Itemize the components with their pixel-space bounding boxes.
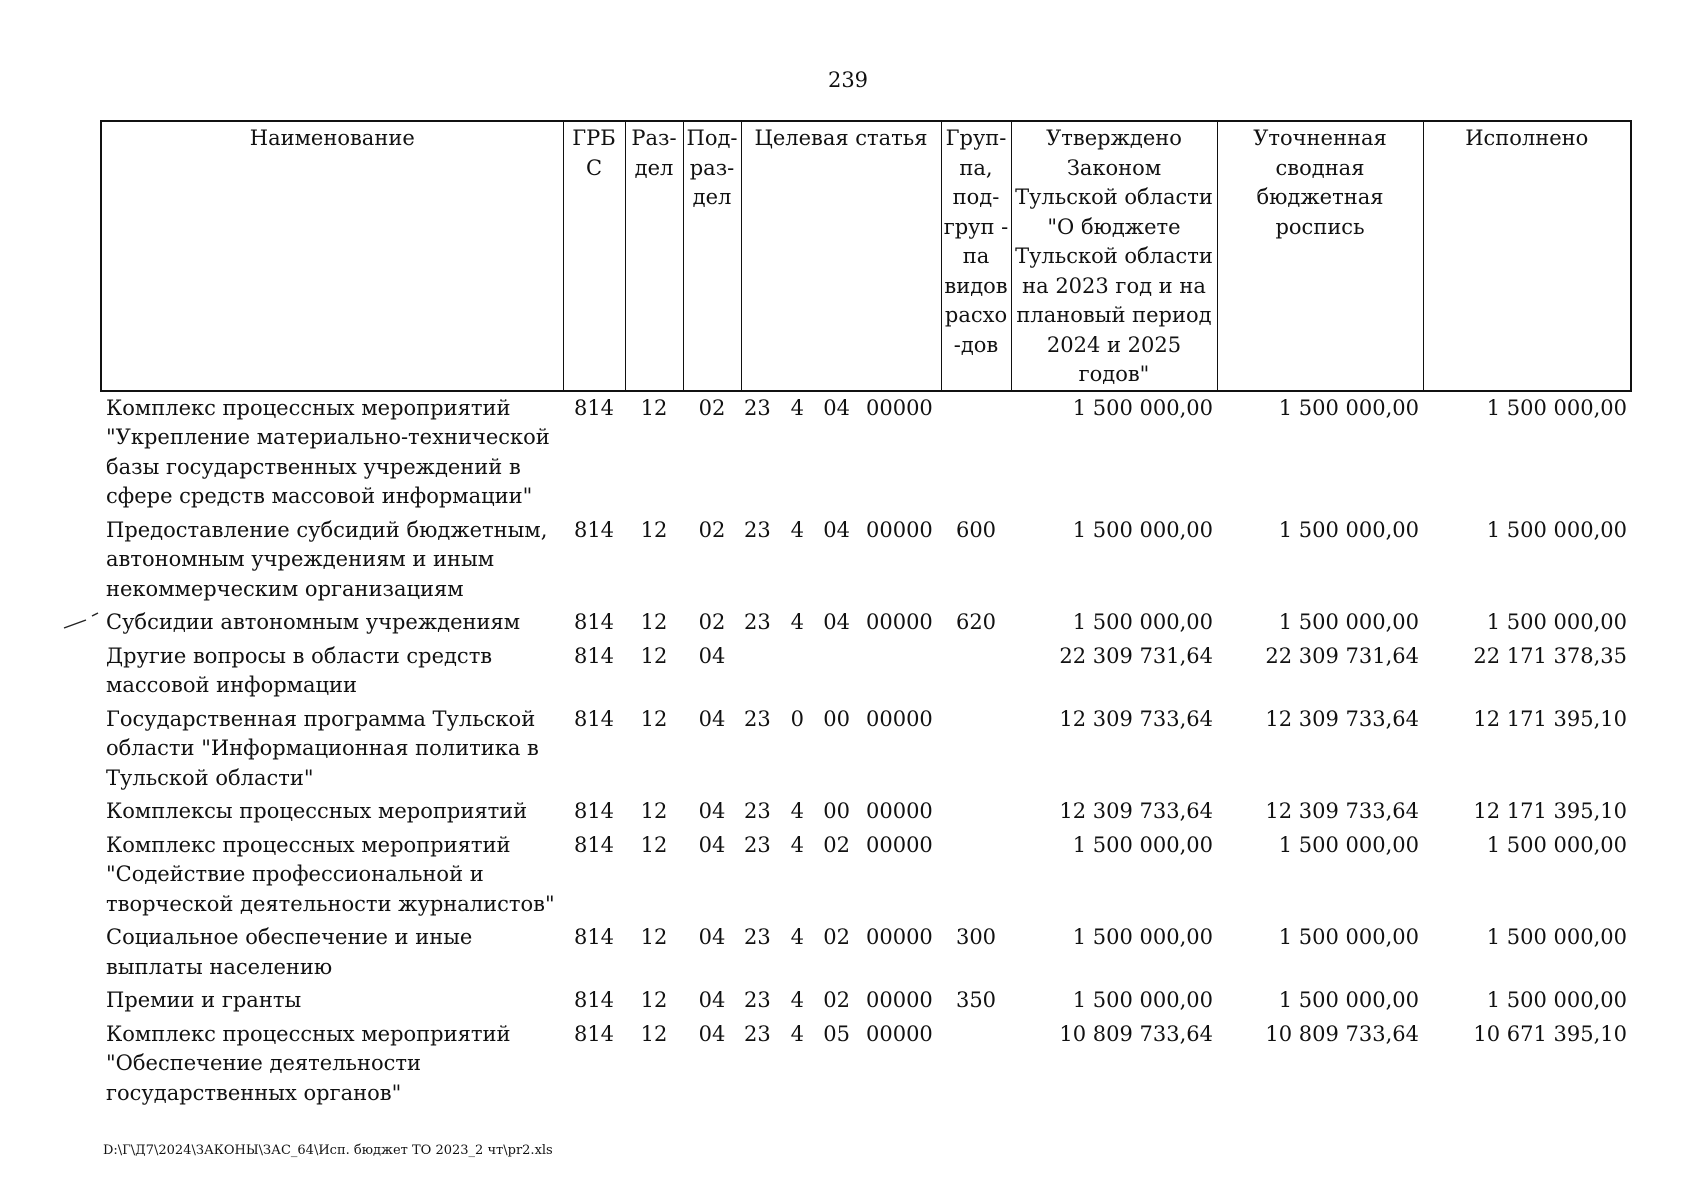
row-target-part: 23 <box>744 1021 771 1046</box>
row-subsection: 04 <box>698 832 726 857</box>
row-approved: 1 500 000,00 <box>1072 395 1213 420</box>
row-target-part: 04 <box>823 610 851 634</box>
row-approved: 12 309 733,64 <box>1059 799 1213 823</box>
table-body <box>101 391 1631 1111</box>
row-name: Премии и гранты <box>106 988 302 1012</box>
row-section: 12 <box>640 925 668 949</box>
row-target-part: 00 <box>823 706 851 731</box>
row-target-part: 00000 <box>865 517 933 542</box>
row-approved: 1 500 000,00 <box>1072 517 1213 542</box>
row-refined: 1 500 000,00 <box>1278 395 1419 420</box>
table-row <box>101 921 1631 984</box>
table-header <box>101 121 1631 391</box>
row-subsection: 02 <box>698 395 726 420</box>
row-target <box>741 795 941 829</box>
row-approved: 1 500 000,00 <box>1072 925 1213 949</box>
row-target-part: 4 <box>790 799 805 823</box>
row-target <box>741 606 941 640</box>
row-executed: 1 500 000,00 <box>1486 925 1627 949</box>
row-name: Комплекс процессных мероприятий "Содействие профессиональной и творческой деятельности журналистов" <box>106 832 555 916</box>
row-target-part: 4 <box>790 988 805 1012</box>
row-target-part: 23 <box>744 706 771 731</box>
row-section: 12 <box>640 832 668 857</box>
row-target-part: 04 <box>823 395 851 420</box>
row-group: 350 <box>955 988 997 1012</box>
row-target-part: 0 <box>790 706 805 731</box>
row-approved: 1 500 000,00 <box>1072 988 1213 1012</box>
row-group <box>941 640 1011 703</box>
footer-file-path: D:\Г\Д7\2024\ЗАКОНЫ\ЗАС_64\Исп. бюджет ТО 2023_2 чт\pr2.xls <box>103 1143 553 1158</box>
row-grbs: 814 <box>573 706 615 731</box>
row-group <box>941 795 1011 829</box>
row-approved: 1 500 000,00 <box>1072 832 1213 857</box>
row-group <box>941 829 1011 922</box>
row-target <box>741 921 941 984</box>
row-name: Другие вопросы в области средств массовой информации <box>106 643 493 697</box>
budget-table <box>100 120 1632 1110</box>
row-subsection: 04 <box>698 706 726 731</box>
header-subsection: Под-раз-дел <box>683 121 741 391</box>
row-name: Комплекс процессных мероприятий "Обеспечение деятельности государственных органов" <box>106 1021 511 1105</box>
row-section: 12 <box>640 988 668 1012</box>
row-executed: 1 500 000,00 <box>1486 610 1627 634</box>
row-section: 12 <box>640 395 668 420</box>
row-name: Комплексы процессных мероприятий <box>106 799 528 823</box>
row-refined: 1 500 000,00 <box>1278 988 1419 1012</box>
row-target-part: 4 <box>790 925 805 949</box>
table-row <box>101 984 1631 1018</box>
row-grbs: 814 <box>573 925 615 949</box>
row-target-part: 4 <box>790 517 805 542</box>
row-group <box>941 703 1011 796</box>
row-section: 12 <box>640 1021 668 1046</box>
row-grbs: 814 <box>573 832 615 857</box>
row-grbs: 814 <box>573 643 615 668</box>
row-subsection: 04 <box>698 799 726 823</box>
row-target-part: 00 <box>823 799 851 823</box>
row-approved: 22 309 731,64 <box>1059 643 1213 668</box>
row-target-part: 05 <box>823 1021 851 1046</box>
table-row <box>101 514 1631 607</box>
row-grbs: 814 <box>573 517 615 542</box>
row-target-part: 02 <box>823 832 851 857</box>
row-target-part: 4 <box>790 395 805 420</box>
row-target <box>741 391 941 514</box>
row-name: Предоставление субсидий бюджетным, автономным учреждениям и иным некоммерческим организациям <box>106 517 548 601</box>
row-target-part: 00000 <box>865 799 933 823</box>
row-group: 600 <box>955 517 997 542</box>
row-name: Комплекс процессных мероприятий "Укрепление материально-технической базы государственных учреждений в сфере средств массовой информации" <box>106 395 550 508</box>
row-target <box>741 984 941 1018</box>
row-grbs: 814 <box>573 799 615 823</box>
row-section: 12 <box>640 799 668 823</box>
header-approved: Утверждено Законом Тульской области "О бюджете Тульской области на 2023 год и на плановый период 2024 и 2025 годов" <box>1011 121 1217 391</box>
row-executed: 10 671 395,10 <box>1473 1021 1627 1046</box>
row-target-part: 23 <box>744 517 771 542</box>
row-subsection: 04 <box>698 925 726 949</box>
table-row <box>101 1018 1631 1111</box>
row-refined: 22 309 731,64 <box>1265 643 1419 668</box>
table-row <box>101 606 1631 640</box>
row-target <box>741 703 941 796</box>
row-subsection: 02 <box>698 517 726 542</box>
row-target-part: 23 <box>744 988 771 1012</box>
row-target-part: 00000 <box>865 395 933 420</box>
row-name: Государственная программа Тульской области "Информационная политика в Тульской области" <box>106 706 539 790</box>
row-target-part: 23 <box>744 925 771 949</box>
row-executed: 1 500 000,00 <box>1486 988 1627 1012</box>
row-target-part: 23 <box>744 610 771 634</box>
row-grbs: 814 <box>573 610 615 634</box>
row-target-part: 00000 <box>865 1021 933 1046</box>
row-target-part: 00000 <box>865 925 933 949</box>
row-subsection: 04 <box>698 643 726 668</box>
row-target-part: 4 <box>790 1021 805 1046</box>
row-section: 12 <box>640 517 668 542</box>
header-grbs: ГРБС <box>563 121 625 391</box>
table-row <box>101 391 1631 514</box>
row-target <box>741 1018 941 1111</box>
table-row <box>101 795 1631 829</box>
row-subsection: 02 <box>698 610 726 634</box>
row-target <box>741 640 941 703</box>
row-subsection: 04 <box>698 1021 726 1046</box>
header-name: Наименование <box>101 121 563 391</box>
row-target-part: 00000 <box>865 610 933 634</box>
header-section: Раз-дел <box>625 121 683 391</box>
pen-mark <box>62 610 112 632</box>
row-executed: 1 500 000,00 <box>1486 832 1627 857</box>
row-section: 12 <box>640 643 668 668</box>
row-target-part: 23 <box>744 799 771 823</box>
row-executed: 1 500 000,00 <box>1486 517 1627 542</box>
table-row <box>101 703 1631 796</box>
row-group <box>941 1018 1011 1111</box>
row-grbs: 814 <box>573 1021 615 1046</box>
row-target-part: 00000 <box>865 832 933 857</box>
row-target <box>741 514 941 607</box>
row-executed: 1 500 000,00 <box>1486 395 1627 420</box>
row-group: 300 <box>955 925 997 949</box>
row-group <box>941 391 1011 514</box>
row-refined: 1 500 000,00 <box>1278 517 1419 542</box>
row-section: 12 <box>640 610 668 634</box>
row-executed: 12 171 395,10 <box>1473 706 1627 731</box>
table-row <box>101 640 1631 703</box>
table-row <box>101 829 1631 922</box>
row-target-part: 04 <box>823 517 851 542</box>
row-target-part: 02 <box>823 988 851 1012</box>
row-grbs: 814 <box>573 395 615 420</box>
row-executed: 22 171 378,35 <box>1473 643 1627 668</box>
row-grbs: 814 <box>573 988 615 1012</box>
row-refined: 1 500 000,00 <box>1278 832 1419 857</box>
row-approved: 12 309 733,64 <box>1059 706 1213 731</box>
row-name: Субсидии автономным учреждениям <box>106 610 521 634</box>
row-target-part: 02 <box>823 925 851 949</box>
row-executed: 12 171 395,10 <box>1473 799 1627 823</box>
row-refined: 10 809 733,64 <box>1265 1021 1419 1046</box>
row-refined: 1 500 000,00 <box>1278 610 1419 634</box>
row-target-part: 23 <box>744 832 771 857</box>
row-approved: 1 500 000,00 <box>1072 610 1213 634</box>
row-name: Социальное обеспечение и иные выплаты населению <box>106 925 473 979</box>
row-refined: 1 500 000,00 <box>1278 925 1419 949</box>
row-refined: 12 309 733,64 <box>1265 799 1419 823</box>
header-target: Целевая статья <box>741 121 941 391</box>
row-target-part: 23 <box>744 395 771 420</box>
row-target <box>741 829 941 922</box>
row-approved: 10 809 733,64 <box>1059 1021 1213 1046</box>
row-section: 12 <box>640 706 668 731</box>
row-target-part: 00000 <box>865 988 933 1012</box>
header-group: Груп-па, под-груп - па видов расхо-дов <box>941 121 1011 391</box>
row-target-part: 4 <box>790 610 805 634</box>
row-group: 620 <box>955 610 997 634</box>
row-target-part: 00000 <box>865 706 933 731</box>
row-subsection: 04 <box>698 988 726 1012</box>
header-refined: Уточненная сводная бюджетная роспись <box>1217 121 1423 391</box>
row-target-part: 4 <box>790 832 805 857</box>
page-number: 239 <box>827 68 869 92</box>
header-executed: Исполнено <box>1423 121 1631 391</box>
row-refined: 12 309 733,64 <box>1265 706 1419 731</box>
